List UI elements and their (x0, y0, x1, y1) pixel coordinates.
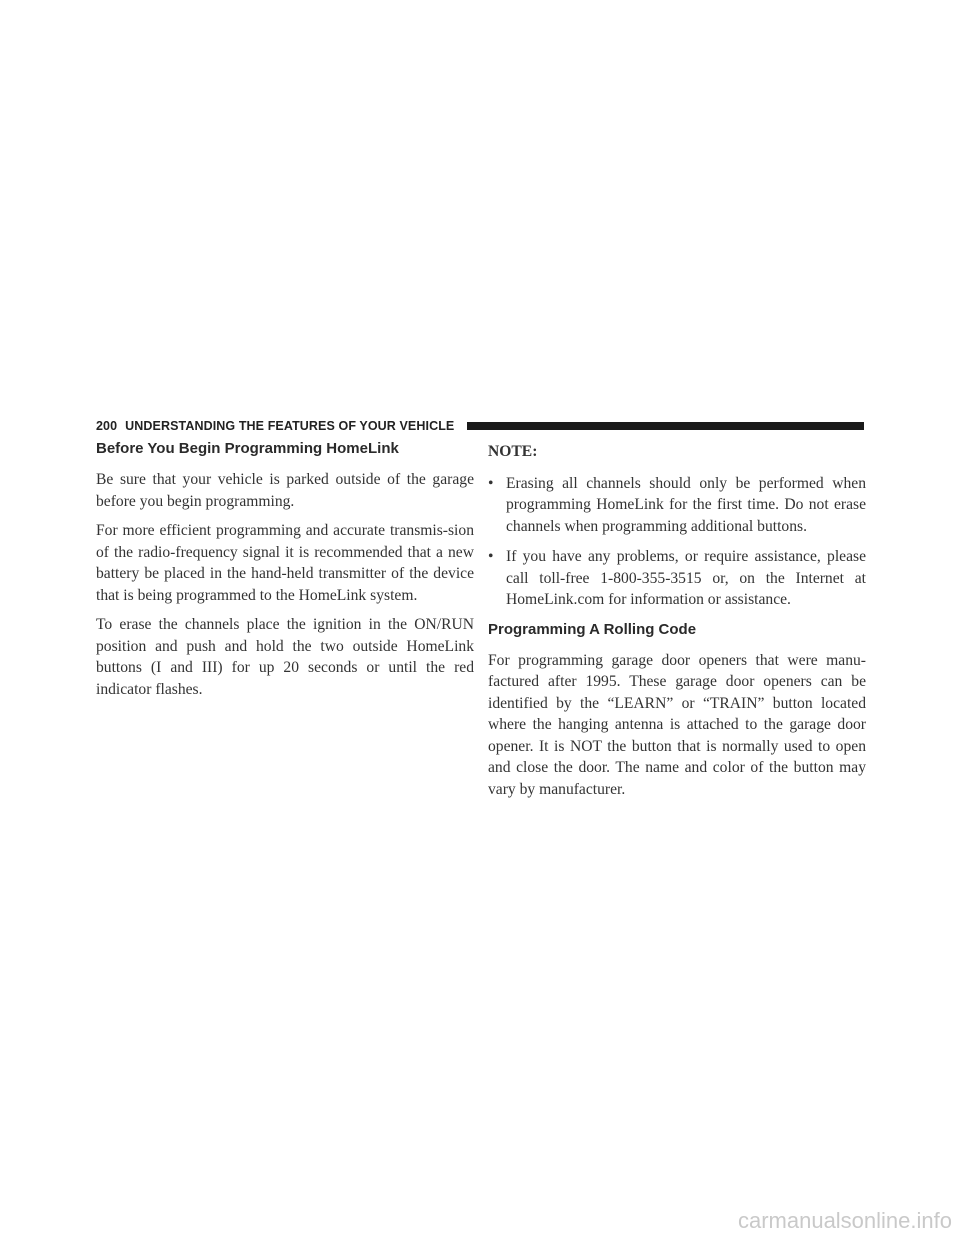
bullet-icon: • (488, 548, 494, 565)
heading-before-you-begin: Before You Begin Programming HomeLink (96, 440, 399, 457)
right-column (488, 439, 866, 808)
left-column (96, 439, 474, 708)
list-item (488, 546, 866, 611)
paragraph-rolling-code: For programming garage door openers that were manu-factured after 1995. These garage door openers can be identified by the “LEARN” or “TRAIN” button located where the hanging antenna is attached to the garage door opener. It is NOT the button that is normally used to open and close the door. The name and color of the button may vary by manufacturer. (488, 651, 866, 798)
note-label: NOTE: (488, 443, 538, 460)
bullet-icon: • (488, 474, 494, 492)
page-number: 200 (96, 419, 118, 433)
bullet-text: Erasing all channels should only be performed when programming HomeLink for the first time. Do not erase channels when programming additional buttons. (506, 474, 866, 535)
list-item (488, 473, 866, 538)
page-header (96, 419, 864, 433)
paragraph-erase-channels: To erase the channels place the ignition in the ON/RUN position and push and hold the two outside HomeLink buttons (I and III) for up 20 seconds or until the red indicator flashes. (96, 616, 474, 698)
header-text (96, 419, 454, 433)
header-rule (467, 422, 864, 430)
section-title: UNDERSTANDING THE FEATURES OF YOUR VEHICLE (125, 419, 455, 433)
watermark: carmanualsonline.info (737, 1208, 952, 1233)
heading-rolling-code: Programming A Rolling Code (488, 620, 697, 638)
paragraph-parked-outside: Be sure that your vehicle is parked outside of the garage before you begin programming. (96, 471, 474, 510)
paragraph-battery: For more efficient programming and accurate transmis-sion of the radio-frequency signal it is recommended that a new battery be placed in the hand-held transmitter of the device that is being programmed to the HomeLink system. (96, 522, 474, 604)
note-bullet-list (488, 473, 866, 611)
bullet-text: If you have any problems, or require assistance, please call toll-free 1-800-355-3515 or, on the Internet at HomeLink.com for information or assistance. (506, 548, 866, 608)
